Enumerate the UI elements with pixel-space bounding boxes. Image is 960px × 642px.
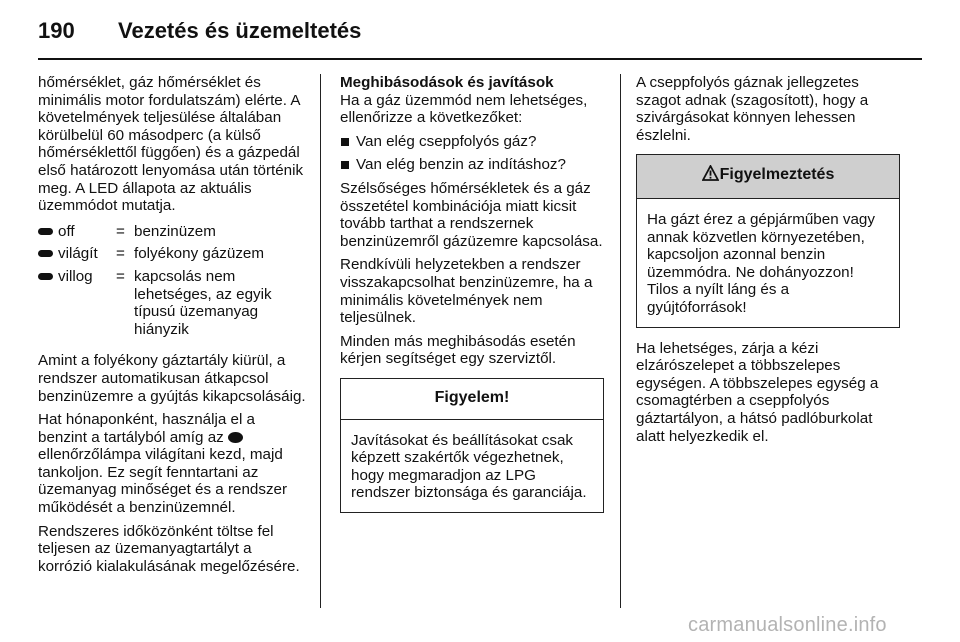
led-row-off: [38, 223, 308, 246]
warning-triangle-icon: [702, 165, 719, 186]
list-item: Van elég cseppfolyós gáz?: [340, 133, 604, 151]
warning-header: [637, 155, 899, 199]
check-list: [340, 133, 604, 174]
led-state: off: [58, 222, 75, 240]
led-row-blink: [38, 268, 308, 338]
paragraph-odor: A cseppfolyós gáznak jellegzetes szagot adnak (szagosított), hogy a szivárgásokat könnyen lehessen észlelni.: [636, 74, 869, 144]
column-divider-1: [320, 74, 321, 608]
paragraph-fallback: Rendkívüli helyzetekben a rendszer visszakapcsolhat benzinüzemre, ha a minimális követelmények nem teljesülnek.: [340, 256, 593, 327]
paragraph-requirements: hőmérséklet, gáz hőmérséklet és minimális motor fordulatszám) elérte. A követelmények teljesülése általában körülbelül 60 másodperc (a külső hőmérséklettől függően) és a gázpedál első határozott lenyomása után történik meg. A LED állapota az aktuális üzemmódot mutatja.: [38, 74, 304, 215]
paragraph-refuel: Rendszeres időközönként töltse fel teljesen az üzemanyagtartályt a korrózió kialakulásának megelőzésére.: [38, 522, 300, 575]
led-equals: =: [116, 267, 125, 285]
page-title: Vezetés és üzemeltetés: [118, 18, 362, 43]
paragraph-shutoff-valve: Ha lehetséges, zárja a kézi elzárószelepet a többszelepes egységen. A többszelepes egység a csomagtérben a cseppfolyós gáztartályon, a hátsó padlóburkolat alatt helyezkedik el.: [636, 339, 879, 445]
notice-title: Figyelem!: [341, 379, 603, 420]
column-3: [636, 74, 900, 451]
paragraph-intro: Ha a gáz üzemmód nem lehetséges, ellenőrizze a következőket:: [340, 91, 588, 127]
notice-box: [340, 378, 604, 513]
led-off-icon: [38, 228, 53, 235]
led-equals: =: [116, 222, 125, 240]
fuel-warning-lamp-icon: [228, 432, 243, 443]
list-item: Van elég benzin az indításhoz?: [340, 156, 604, 174]
page-header: [38, 12, 922, 52]
paragraph-service: Minden más meghibásodás esetén kérjen segítséget egy szerviztől.: [340, 332, 576, 368]
column-1: [38, 74, 308, 581]
column-2: [340, 74, 604, 525]
section-heading: Meghibásodások és javítások: [340, 74, 554, 91]
bullet-icon: [341, 138, 349, 146]
led-equals: =: [116, 245, 125, 263]
warning-body: Ha gázt érez a gépjárműben vagy annak közvetlen környezetében, kapcsoljon azonnal benzin üzemmódra. Ne dohányozzon! Tilos a nyílt láng és a gyújtóforrások!: [647, 210, 875, 316]
watermark: carmanualsonline.info: [688, 614, 887, 636]
notice-body: Javításokat és beállításokat csak képzett szakértők végezhetnek, hogy megmaradjon az LPG rendszer biztonsága és garanciája.: [351, 431, 587, 502]
led-meaning: benzinüzem: [134, 222, 216, 240]
led-blink-icon: [38, 273, 53, 280]
header-rule: [38, 58, 922, 60]
warning-box: [636, 154, 900, 327]
page-number: 190: [38, 18, 75, 43]
paragraph-auto-switch: Amint a folyékony gáztartály kiürül, a rendszer automatikusan átkapcsol benzinüzemre a gyújtás kikapcsolásáig.: [38, 352, 306, 405]
led-status-table: [38, 223, 308, 339]
led-state: villog: [58, 267, 93, 285]
paragraph-extreme-temps: Szélsőséges hőmérsékletek és a gáz összetétel kombinációja miatt kicsit tovább tarthat a rendszernek benzinüzemről gázüzemre kapcsolása.: [340, 179, 603, 250]
bullet-icon: [341, 161, 349, 169]
paragraph-six-months: Hat hónaponként, használja el a benzint a tartályból amíg az ellenőrzőlámpa világítani kezd, majd tankoljon. Ez segít fenntartani az üzemanyag minőséget és a rendszer működését a benzinüzemnél.: [38, 411, 288, 517]
led-meaning: folyékony gázüzem: [134, 245, 265, 263]
led-row-on: [38, 245, 308, 268]
led-meaning: kapcsolás nem lehetséges, az egyik típusú üzemanyag hiányzik: [134, 267, 272, 338]
column-divider-2: [620, 74, 621, 608]
led-on-icon: [38, 250, 53, 257]
warning-title: Figyelmeztetés: [719, 166, 835, 184]
led-state: világít: [58, 245, 98, 263]
